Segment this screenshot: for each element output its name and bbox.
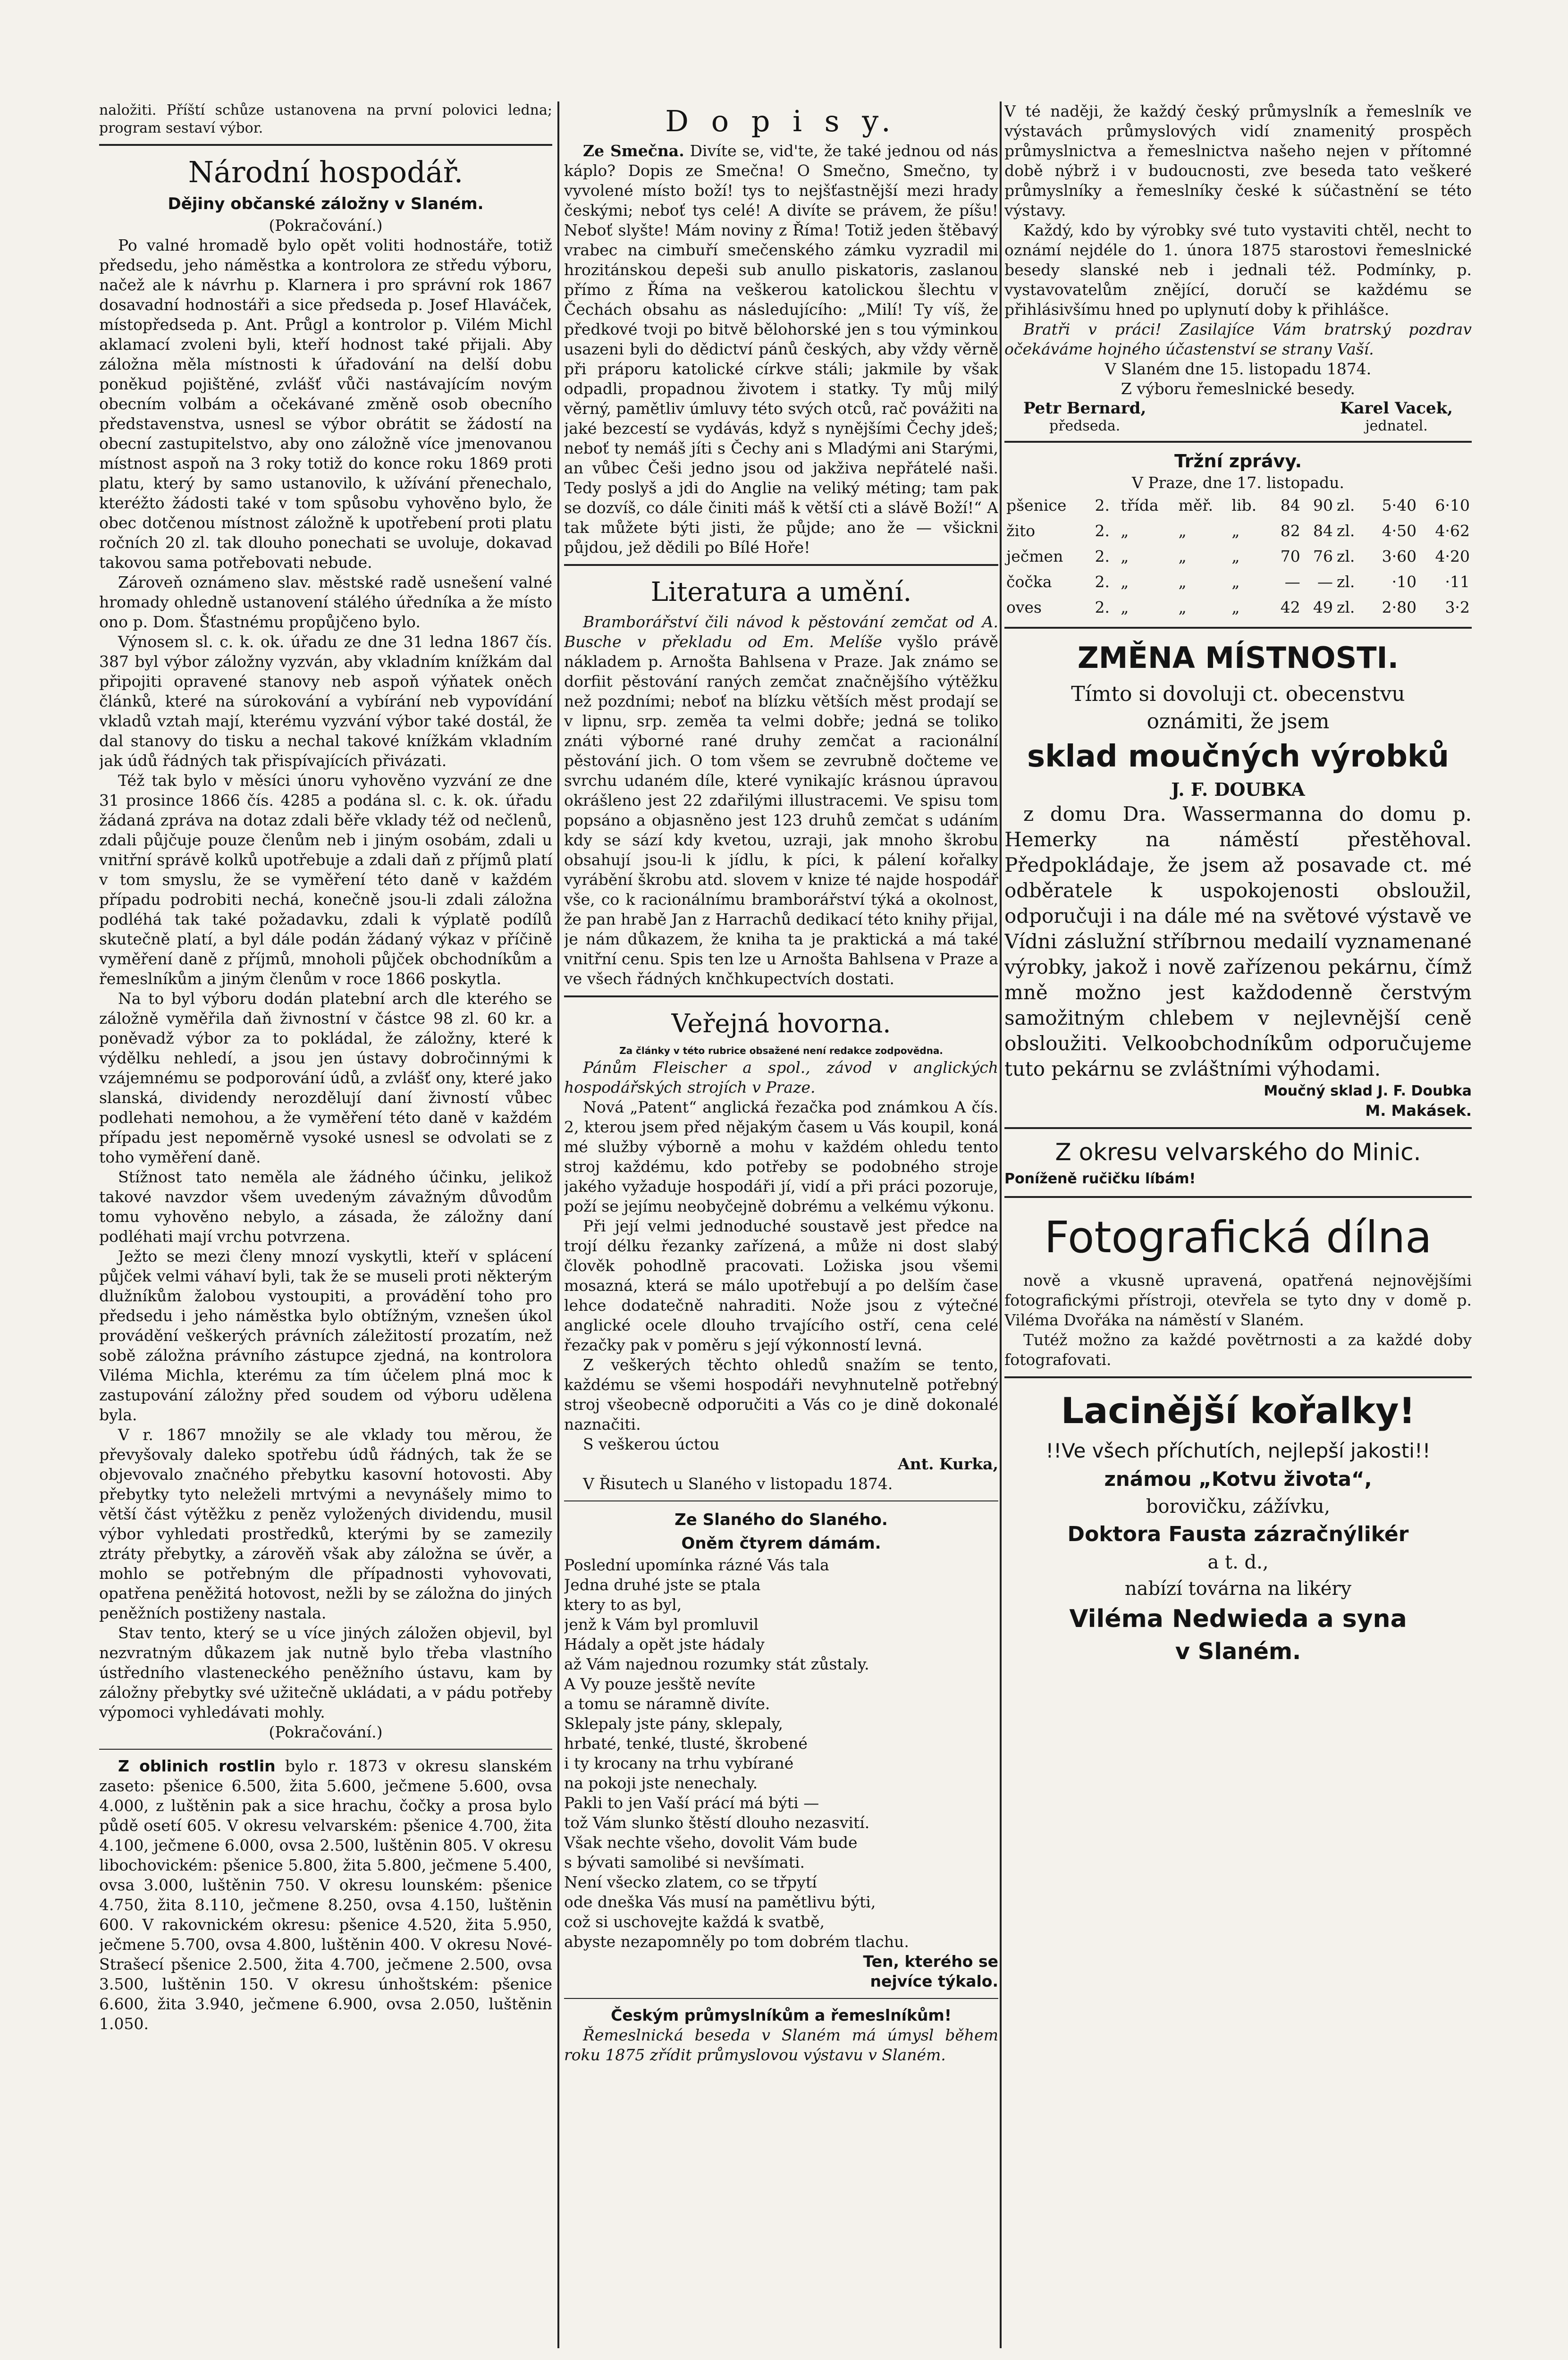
poem-line: ktery to as byl,: [564, 1595, 682, 1614]
divider: [564, 1500, 998, 1501]
poem-title: Ze Slaného do Slaného.: [674, 1510, 888, 1529]
signature: Ant. Kurka,: [898, 1455, 998, 1473]
cell: 84: [1313, 522, 1333, 540]
greeting: S veškerou úctou: [583, 1435, 720, 1453]
poem-line: s bývati samolibé si nevšímati.: [564, 1853, 805, 1871]
cell: 5·40: [1382, 496, 1417, 514]
cell: —: [1284, 573, 1300, 591]
poem-line: jenž k Vám byl promluvil: [564, 1615, 759, 1634]
board-name: Z výboru řemeslnické besedy.: [1121, 379, 1356, 398]
cell: 3·2: [1445, 598, 1470, 616]
paragraph: Stav tento, který se u více jiných záložen objevil, byl nezvratným důkazem jak nutně bylo třeba vlastního ústředního vlasteneckého peněžního ústavu, kam by záložny přebytky své užitečně ukládati, a v pádu potřeby výpomoci vyhledávati mohly.: [99, 1624, 552, 1721]
book-title: Bramborářství čili návod k pěstování zemčat od A. Busche v překladu od Em. Melíše: [564, 613, 998, 651]
paragraph: Zároveň oznámeno slav. městské radě usnešení valné hromady ohledně ustanovení stálého úředníka a že místo ono p. Dom. Šťastnému propůjčeno bylo.: [99, 573, 552, 631]
signer-name: Petr Bernard,: [1023, 399, 1146, 418]
poem-line: Však nechte všeho, dovolit Vám bude: [564, 1833, 858, 1852]
divider: [1004, 1376, 1472, 1378]
table-row: [1004, 569, 1472, 595]
cell: 6·10: [1435, 496, 1470, 514]
cell: lib.: [1231, 496, 1257, 514]
poem-line: Jedna druhé jste se ptala: [564, 1576, 761, 1594]
ad-text: nově a vkusně upravená, opatřená nejnovějšími fotografickými přístroji, otevřela se tyto dny v domě p. Viléma Dvořáka na náměstí v Slaném.: [1004, 1271, 1472, 1329]
notice-title: Českým průmyslníkům a řemeslníkům!: [611, 2006, 952, 2024]
ad-bakery: [1004, 635, 1472, 1121]
section-title-dopisy: D o p i s y.: [665, 104, 897, 138]
ad-photo-studio: [1004, 1205, 1472, 1370]
poem-line: na pokoji jste nenechaly.: [564, 1774, 758, 1792]
paragraph: Při její velmi jednoduché soustavě jest předce na trojí délku řezanky zařízená, a může ni dost slabý člověk pohodlně pracovati. Ložiska jsou všemi mosazná, která se málo upotřebují a po delším čase lehce dodatečně nahraditi. Nože jsou z výtečné anglické ocele dlouho trvajícího ostří, cena celé řezačky pak v poměru s její výkonností levná.: [564, 1217, 998, 1354]
ad-line: borovičku, zážívku,: [1146, 1496, 1331, 1517]
literature-text: vyšlo právě nákladem p. Arnošta Bahlsena v Praze. Jak známo se dorfiit pěstování raných zemčat značnějšího výtěžku než pozdními; neboť na blízku větších měst prodají se v lipnu, srp. zeměa ta velmi dobře; jedná se toliko znáti výborné rané druhy zemčat a racionální pěstování jich. O tom všem se zevrubně dočteme ve svrchu udaném díle, které vynikajíc krásnou úpravou okrášleno jest 22 zdařilými illustracemi. Ve spisu tom popsáno a objasněno jest 123 druhů zemčat s udáním kdy se sází kdy kvetou, uzraji, jak mnoho škrobu obsahují jsou-li k jídlu, k píci, k pálení kořalky vyrábění škrobu atd. slovem v knize té najde hospodář vše, co k racionálnímu bramborářství týká a okolnost, že pan hrabě Jan z Harrachů dedikací této knihy přijal, je nám důkazem, že kniha ta je praktická a má také vnitřní cenu. Spis ten lze u Arnošta Bahlsena v Praze a ve všech řádných knčhkupectvích dostati.: [564, 632, 998, 988]
market-date: V Praze, dne 17. listopadu.: [1131, 473, 1345, 492]
section-title-hovorna: Veřejná hovorna.: [671, 1009, 891, 1038]
cell: 84: [1280, 496, 1300, 514]
poem-subtitle: Oněm čtyrem dámám.: [681, 1534, 881, 1553]
poem-line: Hádaly a opět jste hádaly: [564, 1635, 765, 1653]
letter-text: Divíte se, vid'te, že také jednou od nás káplo? Dopis ze Smečna! O Smečno, Smečno, ty vyvolené místo boží! tys to nejšťastnější mezi hrady českými; neboť tys celé! A divíte se právem, že píšu! Neboť slyšte! Mám noviny z Říma! Totiž jeden štěbavý vrabec na cimbuří smečenského zámku vyzradil mi hrozitánskou depeši sub anullo piskatoris, zaslanou přímo z Říma na veškerou katolickou šlechtu v Čechách obsahu as následujícího: „Milí! Ty víš, že předkové tvoji po bitvě bělohorské jen s tou výminkou usazeni byli do dědictví pánů českých, aby vždy věrně při práporu katolické církve stáli; jakmile by však odpadli, propadnou životem i statky. Ty můj milý věrný, pamětliv úmluvy této svých otců, rač povážiti na jaké bezcestí se vydávás, když s nynějšími Čechy jdeš; neboť ty nemáš jíti s Čechy ani s Mladými ani Starými, an vůbec Češi jedno jsou od jakživa nepřátelé naši. Tedy poslyš a jdi do Anglie na veliký méting; tam pak se dozvíš, co dále činiti máš k větší cti a slávě Boží!“ A tak můžete býti jisti, že půjde; ano že — všickni půjdou, jež dědili po Bílé Hoře!: [564, 142, 998, 556]
exhibition-text: Bratři v práci! Zasilajíce Vám bratrský pozdrav očekáváme hojného účastenství se strany Vaší.: [1004, 320, 1472, 358]
column-right: [1004, 101, 1472, 2358]
cell: „: [1121, 598, 1129, 616]
cell: 76: [1313, 547, 1333, 565]
cell: 2.: [1095, 496, 1110, 514]
cell: „: [1121, 547, 1129, 565]
ad-headline: Z okresu velvarského do Minic.: [1055, 1138, 1421, 1166]
crops-text: bylo r. 1873 v okresu slanském zaseto: pšenice 6.500, žita 5.600, ječmene 5.600, ovsa 4.000, z luštěnin pak a sice hrachu, čočky a prosa bylo půdě osetí 605. V okresu velvarském: pšenice 4.700, žita 4.100, ječmene 6.000, ovsa 2.500, luštěnin 805. V okresu libochovickém: pšenice 5.800, žita 5.800, ječmene 5.400, ovsa 3.000, luštěnin 750. V okresu lounském: pšenice 4.750, žita 8.110, ječmene 8.250, ovsa 4.150, luštěnin 600. V rakovnickém okresu: pšenice 4.520, žita 5.950, ječmene 5.700, ovsa 4.800, luštěnin 400. V okresu Nové-Strašecí pšenice 2.500, žita 4.700, ječmene 2.500, ovsa 3.500, luštěnin 150. V okresu únhoštském: pšenice 6.600, žita 3.940, ječmene 6.900, ovsa 2.050, luštěnin 1.050.: [99, 1757, 552, 2033]
ad-line: a t. d.,: [1207, 1551, 1269, 1573]
cell: 90: [1313, 496, 1333, 514]
ad-text: z domu Dra. Wassermanna do domu p. Hemerky na náměstí přestěhoval. Předpokládaje, že jsem až posavade ct. mé odběratele k uspokojenosti obsloužil, odporučuji i na dále mé na světové výstavě ve Vídni záslužní stříbrnou medailí vyznamenané výrobky, jakož i nově zařízenou pekárnu, čímž mně možno jest každodenně čerstvým samožitným chlebem v nejlevnější ceně obsloužiti. Velkoobchodníkům odporučujeme tuto pekárnu se zvláštními výhodami.: [1004, 802, 1472, 1080]
table-row: [1004, 493, 1472, 518]
cell: „: [1121, 522, 1129, 540]
poem-line: ode dneška Vás musí na pamětlivu býti,: [564, 1893, 876, 1911]
poem-signature: Ten, kterého se: [863, 1952, 998, 1971]
ad-line: nabízí továrna na likéry: [1124, 1578, 1352, 1600]
cell: 4·62: [1435, 522, 1470, 540]
paragraph: Stížnost tato neměla ale žádného účinku, jelikož takové navzdor všem uvedeným závažným důvodům tomu vyhověno nebylo, a zásada, že záložny daní podléhati mají vrchu potvrzena.: [99, 1168, 552, 1246]
crops-paragraph: [99, 1756, 552, 2034]
market-table: [1004, 493, 1472, 620]
addressee: Pánům Fleischer a spol., závod v anglických hospodářských strojích v Praze.: [564, 1058, 998, 1096]
table-row: [1004, 544, 1472, 569]
cell: 2.: [1095, 522, 1110, 540]
cell: ·10: [1391, 573, 1417, 591]
divider: [99, 144, 552, 146]
poem-line: a tomu se náramně divíte.: [564, 1694, 770, 1713]
crops-lead: Z oblinich rostlin: [118, 1757, 276, 1775]
cell: „: [1178, 522, 1187, 540]
poem-line: Pakli to jen Vaší prácí má býti —: [564, 1794, 819, 1812]
poem-line: tož Vám slunko štěstí dlouho nezasvití.: [564, 1813, 870, 1832]
table-row: [1004, 518, 1472, 544]
poem-line: což si uschovejte každá k svatbě,: [564, 1913, 825, 1931]
cell: 4·50: [1382, 522, 1417, 540]
cell: 2.: [1095, 598, 1110, 616]
divider: [1004, 1196, 1472, 1198]
paragraph: Též tak bylo v měsíci únoru vyhověno vyzvání ze dne 31 prosince 1866 čís. 4285 a podána sl. c. k. ok. úřadu žádaná zpráva na dotaz zdali běře vklady též od nečlenů, zdali půjčuje pouze členům neb i jiným osobám, zdali u vnitřní správě kolků upotřebuje a zdali daň z příjmů platí v tom smyslu, že se vyměření této daně v každém případu podrobiti nechá, konečně jsou-li zdali záložna podléhá tak také požadavku, zdali k výplatě podílů skutečně platí, a byl dále podán žádaný výkaz v příčině vyměření daně z příjmů, mnoholi půjček obchodníkům a řemeslníkům a jiným členům v roce 1866 poskytla.: [99, 771, 552, 988]
cell: —: [1317, 573, 1333, 591]
ad-line: Viléma Nedwieda a syna: [1069, 1605, 1407, 1633]
poem-line: Není všecko zlatem, co se třpytí: [564, 1873, 817, 1891]
ad-shop-name: J. F. DOUBKA: [1171, 779, 1305, 800]
ad-line: Poníženě ručičku líbám!: [1004, 1171, 1196, 1187]
paragraph: Ježto se mezi členy mnozí vyskytli, kteří v splácení půjček velmi váhaví byli, tak že se museli proti některým dlužníkům žalobou vystoupiti, a provádění toho pro předsedu i jeho náměstka bylo obtížným, vznešen úkol provádění veškerých právních záležitostí prozatím, než sobě záložna právního zástupce zjedná, na kontrolora Viléma Michla, kterému za tím účelem plná moc k zastupování záložny před soudem od výboru udělena byla.: [99, 1247, 552, 1424]
literature-paragraph: [564, 612, 998, 989]
section-title: Národní hospodář.: [188, 155, 464, 189]
poem-line: A Vy pouze jesště nevíte: [564, 1675, 756, 1693]
ad-signature: Moučný sklad J. F. Doubka: [1264, 1083, 1472, 1099]
article-title: Dějiny občanské záložny v Slaném.: [168, 194, 484, 213]
ad-liquor: [1004, 1385, 1472, 1667]
cell: zl.: [1336, 547, 1355, 565]
ad-text: Tutéž možno za každé povětrnosti a za každé doby fotografovati.: [1004, 1331, 1472, 1369]
paragraph: Na to byl výboru dodán platební arch dle kterého se záložně vyměřila daň živnostní v částce 98 zl. 60 kr. a poněvadž výbor za to pokládal, že záložny, které k výdělku nehledí, a jsou jen ústavy dobročinnými k vzájemnému se podporování údů, a zvlášť ony, které jako slanská, dividendy nerozdělují daní živností vůbec podlehati nemohou, a že vyměření této daně v každém případu jest nepoměrně vysoké usnesl se odvolati se z toho vyměření daně.: [99, 989, 552, 1166]
poem-line: hrbaté, tenké, tlusté, škrobené: [564, 1734, 808, 1753]
cell: čočka: [1006, 573, 1052, 591]
cell: měř.: [1178, 496, 1214, 514]
market-title: Tržní zprávy.: [1174, 451, 1302, 472]
ad-line: známou „Kotvu života“,: [1104, 1467, 1372, 1491]
place-date: V Slaném dne 15. listopadu 1874.: [1104, 360, 1372, 378]
signer-role: jednatel.: [1365, 418, 1428, 434]
ad-line: v Slaném.: [1175, 1638, 1301, 1665]
ad-line: !!Ve všech příchutích, nejlepší jakosti!!: [1045, 1439, 1431, 1462]
cell: pšenice: [1006, 496, 1067, 514]
paragraph: Po valné hromadě bylo opět voliti hodnostáře, totiž předsedu, jeho náměstka a kontrolora ze středu výboru, načež ale k návrhu p. Klarnera i pro správní rok 1867 dosavadní hodnostáři a sice předseda p. Josef Hlaváček, místopředseda p. Ant. Průgl a kontrolor p. Vilém Michl aklamací zvoleni byli, kteří hodnost také přijali. Aby záložna měla místnosti k úřadování na delší dobu poněkud pojištěné, zvlášť vůči nastávajícím novým obecním volbám a očekávané změně osob obecního představenstva, usnesl se výbor obrátit se žádostí na obecní zastupitelstvo, aby ono záložně více jmenovanou místnost aspoň na 3 roky totiž do konce roku 1869 proti platu, který by samo ustanovilo, k užívání přenechalo, kteréžto žádosti také v tom spůsobu vyhověno bylo, že obec dotčenou místnost záložně k upotřebení proti platu ročních 20 zl. tak dlouho ponechati se uvoluje, dokavad takovou sama potřebovati nebude.: [99, 236, 552, 572]
cell: „: [1231, 547, 1240, 565]
poem-signature: nejvíce týkalo.: [870, 1972, 998, 1990]
ad-line: oznámiti, že jsem: [1146, 709, 1330, 733]
poem-line: Sklepaly jste pány, sklepaly,: [564, 1714, 784, 1733]
divider: [1004, 627, 1472, 629]
poem-line: až Vám najednou rozumky stát zůstaly.: [564, 1655, 869, 1673]
cell: „: [1231, 573, 1240, 591]
signer-name: Karel Vacek,: [1340, 399, 1453, 418]
cell: 2.: [1095, 547, 1110, 565]
cell: ječmen: [1006, 547, 1063, 565]
exhibition-text: V té naději, že každý český průmyslník a řemeslník ve výstavách průmyslových vidí znamenitý prospěch průmyslnictva a řemeslnictva našeho nejen v přítomné době nýbrž i v budoucnosti, zve beseda tato veškeré průmyslníky a řemeslníky české k súčastnění se této výstavy.: [1004, 102, 1472, 219]
editor-note: Za články v této rubrice obsažené není redakce zodpovědna.: [619, 1045, 943, 1056]
poem-line: abyste nezapomněly po tom dobrém tlachu.: [564, 1932, 909, 1951]
divider: [1004, 441, 1472, 443]
cell: „: [1231, 598, 1240, 616]
cell: 70: [1280, 547, 1300, 565]
signature-block: [1340, 399, 1453, 434]
continued-note: (Pokračování.): [269, 216, 383, 235]
exhibition-text: Každý, kdo by výrobky své tuto vystaviti chtěl, necht to oznámí nejdéle do 1. února 1875 starostovi řemeslnické besedy slanské neb i jednali též. Podmínky, p. vystavovatelům znějící, doručí se každému se přihlásivšímu hned po uplynutí doby k přihlášce.: [1004, 221, 1472, 319]
poem: [564, 1555, 998, 1952]
cell: 3·60: [1382, 547, 1417, 565]
cell: „: [1121, 573, 1129, 591]
divider: [564, 995, 998, 997]
place-date: V Řisutech u Slaného v listopadu 1874.: [583, 1475, 893, 1493]
top-lines: naložiti. Příští schůze ustanovena na první polovici ledna; program sestaví výbor.: [99, 102, 552, 136]
column-left: [99, 101, 552, 2358]
cell: 4·20: [1435, 547, 1470, 565]
signature-block: [1023, 399, 1146, 434]
ad-greeting: [1004, 1136, 1472, 1189]
cell: třída: [1121, 496, 1159, 514]
cell: „: [1231, 522, 1240, 540]
cell: zl.: [1336, 496, 1355, 514]
ad-line: Doktora Fausta zázračnýlikér: [1067, 1522, 1409, 1546]
divider: [564, 1998, 998, 1999]
paragraph: V r. 1867 množily se ale vklady tou měrou, že převyšovaly daleko spotřebu údů řádných, tak že se objevovalo značného přebytku kasovní hotovosti. Aby přebytky tyto neleželi mrtvými a nevynášely mimo to větší část výtěžku z peněz vyložených dividendu, musil výbor vyhledati prostředků, kterými by se zamezily ztráty přebytky, a zárověň však aby záložna se úvěr, a mohlo se potřebným dle případnosti vyhovovati, opatřena peněžitá hotovost, nežli by se záložna do jiných peněžních postiženy nastala.: [99, 1425, 552, 1622]
cell: „: [1178, 573, 1187, 591]
paragraph: Z veškerých těchto ohledů snažím se tento, každému se všemi hospodáři nevyhnutelně potřebný stroj všeobecně odporučiti a Vás co je dině dokonalé naznačiti.: [564, 1356, 998, 1433]
cell: zl.: [1336, 573, 1355, 591]
column-middle: [564, 101, 998, 2358]
table-row: [1004, 595, 1472, 620]
cell: zl.: [1336, 522, 1355, 540]
cell: 82: [1280, 522, 1300, 540]
cell: žito: [1006, 522, 1036, 540]
ad-headline: ZMĚNA MÍSTNOSTI.: [1077, 641, 1399, 675]
divider: [564, 564, 998, 566]
cell: „: [1178, 598, 1187, 616]
cell: 2·80: [1382, 598, 1417, 616]
ad-headline: Fotografická dílna: [1044, 1212, 1432, 1263]
paragraph: Výnosem sl. c. k. ok. úřadu ze dne 31 ledna 1867 čís. 387 byl výbor záložny vyzván, aby vkladním knížkám dal připojiti opravené stanovy neb aspoň výňatek oněch článků, které na súrokování a vybírání neb vypovídání vkladů vztah mají, kterému vyzvání výbor také dostál, že dal stanovy do tisku a nechal takové knížkám vkladním jak údů řádných tak přispívajících přivázati.: [99, 632, 552, 770]
continued-note: (Pokračování.): [269, 1723, 383, 1741]
divider: [99, 1749, 552, 1750]
ad-headline: Lacinější kořalky!: [1061, 1390, 1416, 1432]
cell: zl.: [1336, 598, 1355, 616]
notice-text: Řemeslnická beseda v Slaném má úmysl během roku 1875 zřídit průmyslovou výstavu v Slaném.: [564, 2026, 998, 2064]
signatures: [1004, 399, 1472, 434]
column-divider: [1000, 101, 1002, 2348]
letter-lead: Ze Smečna.: [583, 142, 684, 160]
poem-line: i ty krocany na trhu vybírané: [564, 1754, 794, 1772]
cell: „: [1178, 547, 1187, 565]
cell: 42: [1280, 598, 1300, 616]
signer-role: předseda.: [1049, 418, 1121, 434]
poem-line: Poslední upomínka rázné Vás tala: [564, 1556, 829, 1574]
cell: 49: [1313, 598, 1333, 616]
column-divider: [557, 101, 559, 2348]
cell: oves: [1006, 598, 1042, 616]
paragraph: Nová „Patent“ anglická řezačka pod známkou A čís. 2, kterou jsem před nějakým časem u Vás koupil, koná mé služby výborně a mohu v každém ohledu tento stroj každému, kdo potřeby se podobného stroje jakého vyžaduje hospodáři jí, vidí a při práci pozoruje, poží se jejímu neobyčejně dobrému a velkému výkonu.: [564, 1098, 998, 1215]
letter-paragraph: [564, 141, 998, 557]
ad-signature: M. Makásek.: [1365, 1102, 1472, 1120]
ad-big-line: sklad moučných výrobků: [1027, 739, 1449, 774]
ad-line: Tímto si dovoluji ct. obecenstvu: [1071, 682, 1405, 706]
divider: [1004, 1127, 1472, 1129]
cell: ·11: [1445, 573, 1470, 591]
section-title-literature: Literatura a umění.: [650, 577, 912, 607]
cell: 2.: [1095, 573, 1110, 591]
